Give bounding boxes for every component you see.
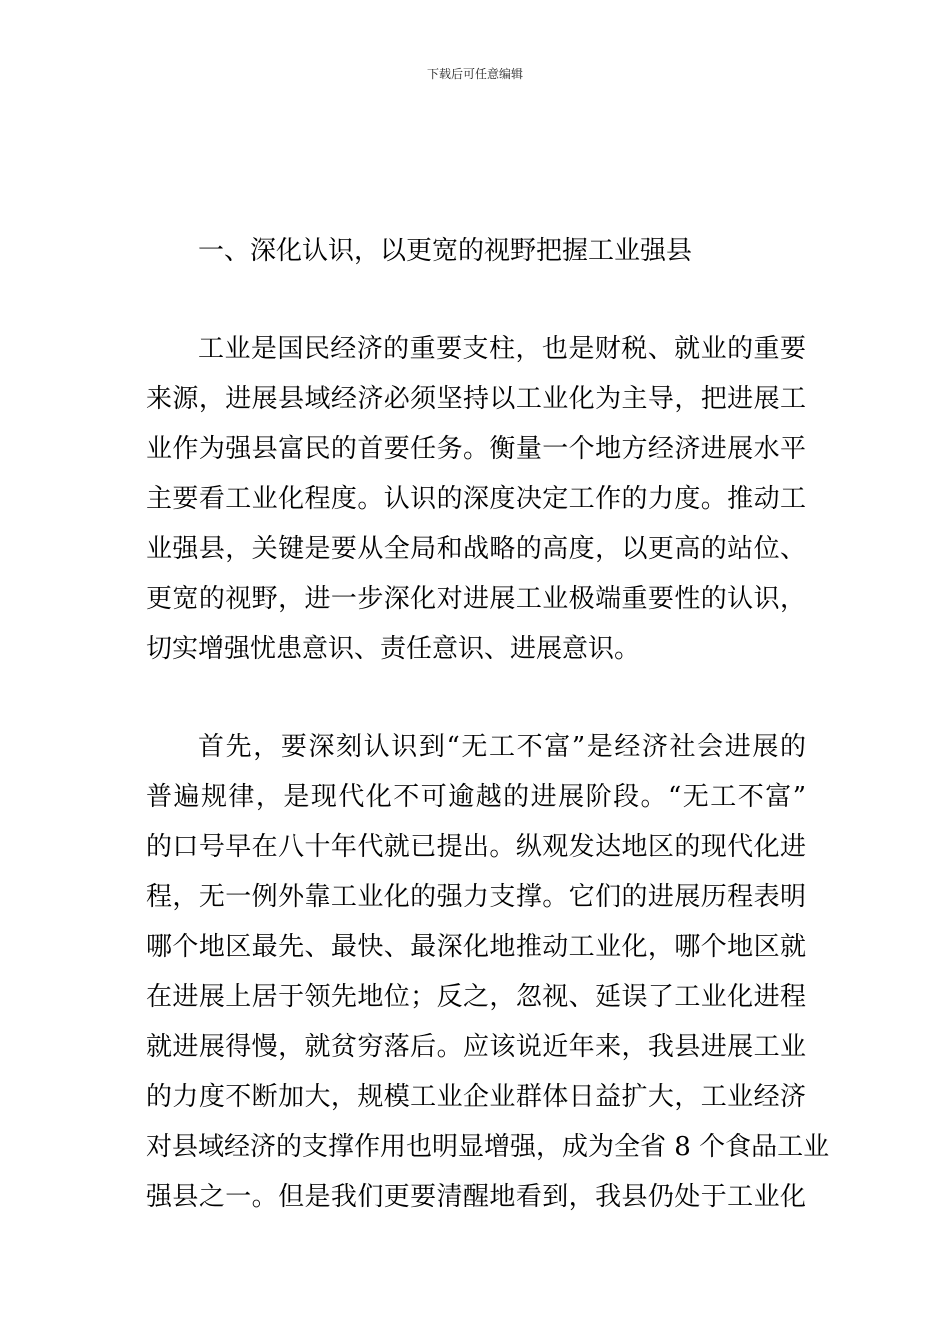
- paragraph-line: 就进展得慢，就贫穷落后。应该说近年来，我县进展工业: [146, 1032, 806, 1062]
- paragraph-line: 业强县，关键是要从全局和战略的高度，以更高的站位、: [146, 534, 806, 564]
- paragraph-line: 强县之一。但是我们更要清醒地看到，我县仍处于工业化: [146, 1182, 806, 1212]
- paragraph-line: 哪个地区最先、最快、最深化地推动工业化，哪个地区就: [146, 932, 806, 962]
- paragraph-line: 工业是国民经济的重要支柱，也是财税、就业的重要: [198, 334, 806, 364]
- paragraph-spacer: [146, 674, 806, 722]
- section-heading: 一、深化认识，以更宽的视野把握工业强县: [198, 236, 693, 266]
- page-header-note: 下载后可任意编辑: [426, 67, 523, 81]
- document-body: [146, 226, 830, 1222]
- paragraph-line: 的力度不断加大，规模工业企业群体日益扩大，工业经济: [146, 1082, 806, 1112]
- paragraph-line: 业作为强县富民的首要任务。衡量一个地方经济进展水平: [146, 434, 806, 464]
- paragraph-line: 主要看工业化程度。认识的深度决定工作的力度。推动工: [146, 484, 806, 514]
- paragraph-line: 对县域经济的支撑作用也明显增强，成为全省 8 个食品工业: [146, 1132, 830, 1162]
- paragraph-2: [146, 722, 830, 1222]
- paragraph-line: 切实增强忧患意识、责任意识、进展意识。: [146, 634, 641, 664]
- paragraph-line: 程，无一例外靠工业化的强力支撑。它们的进展历程表明: [146, 882, 806, 912]
- paragraph-line: 在进展上居于领先地位；反之，忽视、延误了工业化进程: [146, 982, 806, 1012]
- paragraph-1: [146, 324, 806, 674]
- paragraph-line: 普遍规律，是现代化不可逾越的进展阶段。“无工不富”: [146, 782, 806, 812]
- paragraph-line: 首先，要深刻认识到“无工不富”是经济社会进展的: [198, 732, 806, 762]
- paragraph-line: 更宽的视野，进一步深化对进展工业极端重要性的认识，: [146, 584, 806, 614]
- paragraph-line: 来源，进展县域经济必须坚持以工业化为主导，把进展工: [146, 384, 806, 414]
- paragraph-line: 的口号早在八十年代就已提出。纵观发达地区的现代化进: [146, 832, 806, 862]
